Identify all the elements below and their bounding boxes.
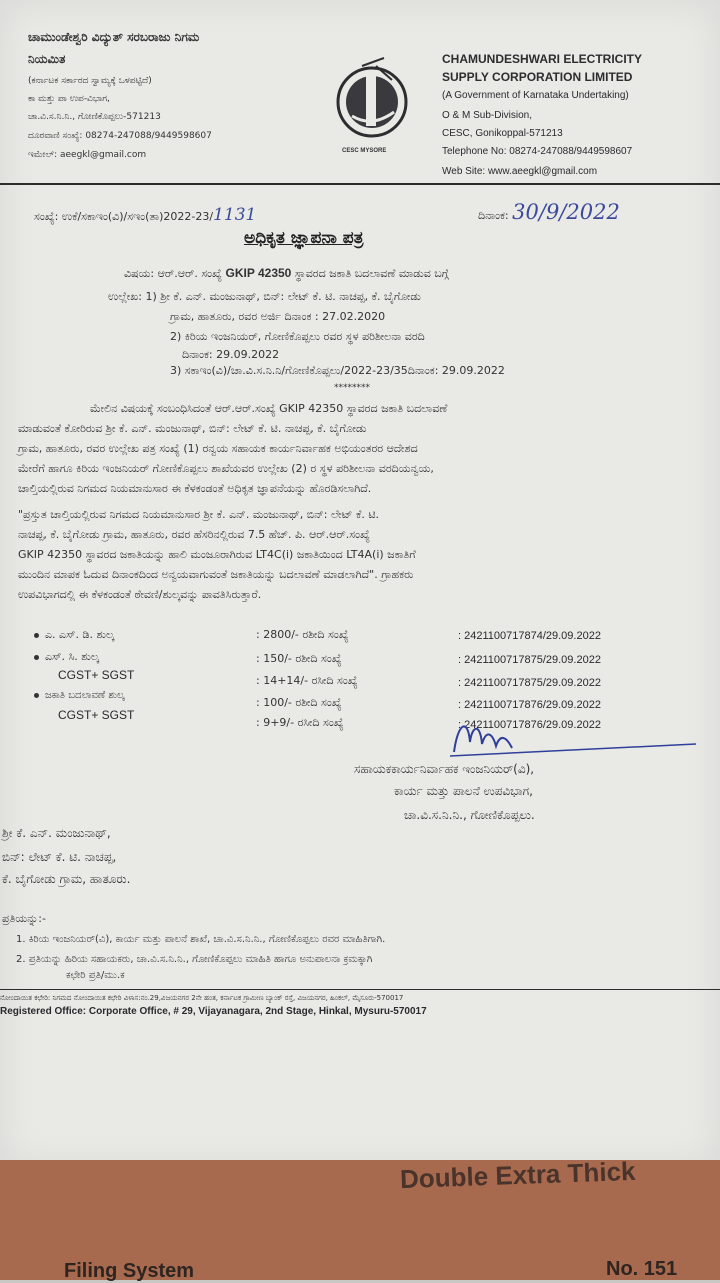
footer-kannada: ನೋಂದಾಯಿತ ಕಛೇರಿ: ನಿಗಮದ ನೋಂದಾಯಿತ ಕಛೇರಿ ವಿಳಾಸ:ನಂ.29,ವಿಜಯನಗರ 2ನೇ ಹಂತ, ಕರ್ನಾಟಕ ಗ್ರಾಮೀಣ ಬ್ಯಾಂಕ್ ರಸ್ತೆ, ವಿಜಯನಗರ, ಹಿಂಕಲ್, ಮೈಸೂರು-570017 [0,994,404,1002]
fee-amount: : 9+9/- ರಸೀದಿ ಸಂಖ್ಯೆ [256,716,344,729]
reference-item: 2) ಕಿರಿಯ ಇಂಜನಿಯರ್, ಗೋಣಿಕೊಪ್ಪಲು ರವರ ಸ್ಥಳ ಪರಿಶೀಲನಾ ವರದಿ [170,330,425,343]
folder-label-right: No. 151 [606,1258,678,1280]
fee-amount: : 2800/- ರಶೀದಿ ಸಂಖ್ಯೆ [256,628,349,641]
logo-caption: CESC MYSORE [342,148,387,154]
header-en-line: CESC, Gonikoppal-571213 [442,128,563,139]
header-kn-line: (ಕರ್ನಾಟಕ ಸರ್ಕಾರದ ಸ್ವಾಮ್ಯಕ್ಕೆ ಒಳಪಟ್ಟಿದೆ) [28,76,152,86]
separator-stars: ******** [334,383,370,393]
folder-brand-text: Double Extra Thick [399,1155,636,1195]
header-kn-line: ಚಾ.ವಿ.ಸ.ನಿ.ನಿ., ಗೋಣಿಕೊಪ್ಪಲು-571213 [28,112,161,122]
footer-english: Registered Office: Corporate Office, # 29, Vijayanagara, 2nd Stage, Hinkal, Mysuru-570017 [0,1006,427,1017]
reference-number-text: ಸಂಖ್ಯೆ: ಉಕೆ/ಸಕಾಇಂ(ವಿ)/ಸಇಂ(ತಾ)2022-23/ [34,210,214,223]
paragraph-line: ಚಾಲ್ತಿಯಲ್ಲಿರುವ ನಿಗಮದ ನಿಯಮಾನುಸಾರ ಈ ಕೆಳಕಂಡಂತೆ ಅಧಿಕೃತ ಜ್ಞಾಪನೆಯನ್ನು ಹೊರಡಿಸಲಾಗಿದೆ. [18,482,372,495]
subject-code: GKIP 42350 [225,266,292,280]
paragraph-line: ನಾಚಪ್ಪ, ಕೆ. ಬೈಗೋಡು ಗ್ರಾಮ, ಹಾತೂರು, ರವರ ಹೆಸರಿನಲ್ಲಿರುವ 7.5 ಹೆಚ್. ಪಿ. ಆರ್.ಆರ್.ಸಂಖ್ಯೆ [18,528,370,541]
header-kn-line: ಕಾ ಮತ್ತು ಪಾ ಉಪ-ವಿಭಾಗ, [28,94,110,104]
reference-item: ಗ್ರಾಮ, ಹಾತೂರು, ರವರ ಅರ್ಜಿ ದಿನಾಂಕ : 27.02.2020 [170,310,386,323]
folder-background [0,1155,720,1282]
reference-item: ದಿನಾಂಕ: 29.09.2022 [182,348,280,361]
addressee-line: ಶ್ರೀ ಕೆ. ಎನ್. ಮಂಜುನಾಥ್, [2,826,111,840]
header-kn-line: ದೂರವಾಣಿ ಸಂಖ್ಯೆ: 08274-247088/9449598607 [28,131,212,141]
cesc-logo [332,56,418,162]
signatory-location: ಚಾ.ವಿ.ಸ.ನಿ.ನಿ., ಗೋಣಿಕೊಪ್ಪಲು. [404,808,535,822]
header-en-line: Web Site: www.aeegkl@gmail.com [442,166,598,177]
header-en-line: Telephone No: 08274-247088/9449598607 [442,146,633,157]
fee-name: CGST+ SGST [58,708,135,722]
fee-receipt: : 2421100717876/29.09.2022 [458,699,601,711]
subject-post: ಸ್ಥಾವರದ ಜಕಾತಿ ಬದಲಾವಣೆ ಮಾಡುವ ಬಗ್ಗೆ [294,267,449,280]
copy-label: ಪ್ರತಿಯನ್ನು:- [2,912,46,925]
fee-receipt: : 2421100717875/29.09.2022 [458,654,601,666]
paragraph-line: ಗ್ರಾಮ, ಹಾತೂರು, ರವರ ಉಲ್ಲೇಖ ಪತ್ರ ಸಂಖ್ಯೆ (1) ರನ್ವಯ ಸಹಾಯಕ ಕಾರ್ಯನಿರ್ವಾಹಕ ಅಭಿಯಂತರರ ಆದೇಶದ [18,442,418,455]
fee-name: ಜಕಾತಿ ಬದಲಾವಣೆ ಶುಲ್ಕ [34,690,124,701]
signatory-office: ಕಾರ್ಯ ಮತ್ತು ಪಾಲನೆ ಉಪವಿಭಾಗ, [394,784,533,798]
reference-date [478,200,620,224]
fee-receipt: : 2421100717876/29.09.2022 [458,719,601,731]
subject-pre: ಆರ್.ಆರ್. ಸಂಖ್ಯೆ [157,267,223,280]
paragraph-line: ಮೇಲಿನ ವಿಷಯಕ್ಕೆ ಸಂಬಂಧಿಸಿದಂತೆ ಆರ್.ಆರ್.ಸಂಖ್ಯೆ GKIP 42350 ಸ್ಥಾವರದ ಜಕಾತಿ ಬದಲಾವಣೆ [90,402,448,415]
fee-receipt: : 2421100717874/29.09.2022 [458,630,601,642]
paragraph-line: GKIP 42350 ಸ್ಥಾವರದ ಜಕಾತಿಯನ್ನು ಹಾಲಿ ಮಂಜೂರಾಗಿರುವ LT4C(i) ಜಕಾತಿಯಿಂದ LT4A(i) ಜಕಾತಿಗೆ [18,548,416,561]
copy-item: 1. ಕಿರಿಯ ಇಂಜನಿಯರ್(ವಿ), ಕಾರ್ಯ ಮತ್ತು ಪಾಲನೆ ಶಾಖೆ, ಚಾ.ವಿ.ಸ.ನಿ.ನಿ., ಗೋಣಿಕೊಪ್ಪಲು ರವರ ಮಾಹಿತಿಗಾಗಿ. [16,934,386,945]
fee-name: ಎ. ಎಸ್. ಡಿ. ಶುಲ್ಕ [34,628,114,642]
reference-item: 3) ಸಕಾಇಂ(ವಿ)/ಚಾ.ವಿ.ಸ.ನಿ.ನಿ/ಗೋಣಿಕೊಪ್ಪಲು/2022-23/35ದಿನಾಂಕ: 29.09.2022 [170,364,505,377]
date-handwritten: 30/9/2022 [512,200,620,224]
header-en-line: O & M Sub-Division, [442,110,533,121]
header-divider [0,183,720,185]
paragraph-line: ಮಾಡುವಂತೆ ಕೋರಿರುವ ಶ್ರೀ ಕೆ. ಎನ್. ಮಂಜುನಾಥ್, ಬಿನ್: ಲೇಟ್ ಕೆ. ಟಿ. ನಾಚಪ್ಪ, ಕೆ. ಬೈಗೋಡು [18,422,367,435]
paragraph-line: ಉಪವಿಭಾಗದಲ್ಲಿ ಈ ಕೆಳಕಂಡಂತೆ ಠೇವಣಿ/ಶುಲ್ಕವನ್ನು ಪಾವತಿಸಿರುತ್ತಾರೆ. [18,588,262,601]
paragraph-line: "ಪ್ರಸ್ತುತ ಚಾಲ್ತಿಯಲ್ಲಿರುವ ನಿಗಮದ ನಿಯಮಾನುಸಾರ ಶ್ರೀ ಕೆ. ಎನ್. ಮಂಜುನಾಥ್, ಬಿನ್: ಲೇಟ್ ಕೆ. ಟಿ. [18,508,380,521]
memo-title: ಅಧಿಕೃತ ಜ್ಞಾಪನಾ ಪತ್ರ [244,228,364,248]
addressee-line: ಬಿನ್: ಲೇಟ್ ಕೆ. ಟಿ. ನಾಚಪ್ಪ, [2,850,117,864]
copy-item: 2. ಪ್ರತಿಯನ್ನು ಹಿರಿಯ ಸಹಾಯಕರು, ಚಾ.ವಿ.ಸ.ನಿ.ನಿ., ಗೋಣಿಕೊಪ್ಪಲು ಮಾಹಿತಿ ಹಾಗೂ ಅನುಪಾಲನಾ ಕ್ರಮಕ್ಕಾಗಿ [16,954,373,965]
subject-line [124,266,449,281]
header-kn-line: ನಿಯಮಿತ [28,52,66,66]
reference-number-handwritten: 1131 [213,205,257,225]
footer-divider [0,989,720,990]
fee-receipt: : 2421100717875/29.09.2022 [458,677,601,689]
addressee-line: ಕೆ. ಬೈಗೋಡು ಗ್ರಾಮ, ಹಾತೂರು. [2,872,131,886]
subject-label: ವಿಷಯ: [124,267,155,280]
reference-item: ಉಲ್ಲೇಖ: 1) ಶ್ರೀ ಕೆ. ಎನ್. ಮಂಜುನಾಥ್, ಬಿನ್: ಲೇಟ್ ಕೆ. ಟಿ. ನಾಚಪ್ಪ, ಕೆ. ಬೈಗೋಡು [108,290,421,303]
fee-amount: : 100/- ರಶೀದಿ ಸಂಖ್ಯೆ [256,696,342,709]
fee-name: CGST+ SGST [58,668,135,682]
company-name-line2: SUPPLY CORPORATION LIMITED [442,70,633,84]
fee-amount: : 14+14/- ರಸೀದಿ ಸಂಖ್ಯೆ [256,674,358,687]
header-en-line: (A Government of Karnataka Undertaking) [442,90,629,101]
header-kn-line: ಚಾಮುಂಡೇಶ್ವರಿ ವಿದ್ಯುತ್ ಸರಬರಾಜು ನಿಗಮ [28,30,200,44]
signature-scribble [446,712,706,762]
company-name-line1: CHAMUNDESHWARI ELECTRICITY [442,52,642,66]
paragraph-line: ಮೇರೆಗೆ ಹಾಗೂ ಕಿರಿಯ ಇಂಜನಿಯರ್ ಗೋಣಿಕೊಪ್ಪಲು ಶಾಖೆಯವರ ಉಲ್ಲೇಖ (2) ರ ಸ್ಥಳ ಪರಿಶೀಲನಾ ವರದಿಯನ್ವಯ, [18,462,434,475]
reference-number [34,205,256,225]
date-label: ದಿನಾಂಕ: [478,209,509,222]
paragraph-line: ಮುಂದಿನ ಮಾಪಕ ಓದುವ ದಿನಾಂಕದಿಂದ ಅನ್ವಯವಾಗುವಂತೆ ಜಕಾತಿಯನ್ನು ಬದಲಾವಣೆ ಮಾಡಲಾಗಿದೆ". ಗ್ರಾಹಕರು [18,568,414,581]
signatory-title: ಸಹಾಯಕಕಾರ್ಯನಿರ್ವಾಹಕ ಇಂಜನಿಯರ್(ವಿ), [354,762,535,776]
folder-label-left: Filing System [64,1260,195,1282]
fee-name: ಎಸ್. ಸಿ. ಶುಲ್ಕ [34,650,99,664]
fee-amount: : 150/- ರಶೀದಿ ಸಂಖ್ಯೆ [256,652,342,665]
copy-item: ಕಛೇರಿ ಪ್ರತಿ/ಮು.ಕ [66,970,125,981]
header-kn-line: ಇಮೇಲ್: aeegkl@gmail.com [28,150,147,160]
